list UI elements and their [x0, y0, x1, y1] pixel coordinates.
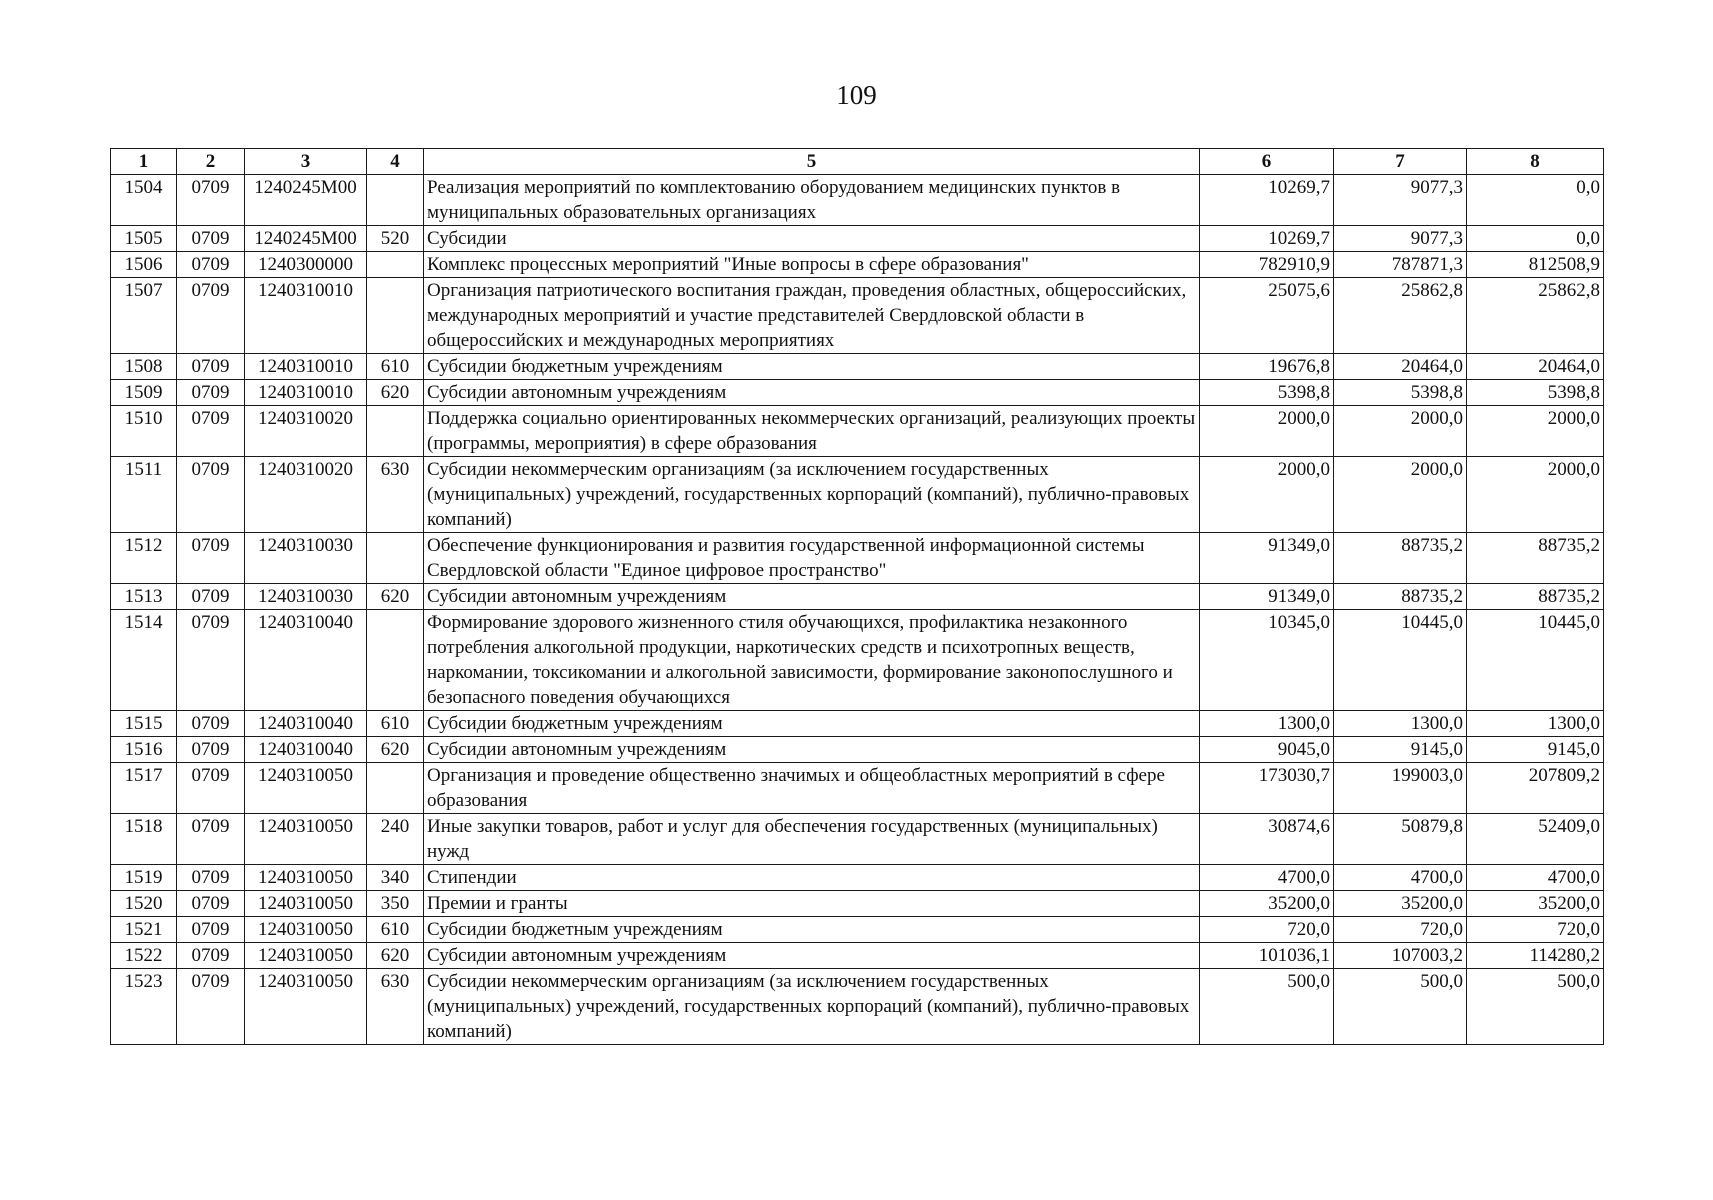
item-name-cell: Стипендии — [424, 865, 1200, 891]
amount-col7-cell: 20464,0 — [1334, 354, 1467, 380]
amount-col7-cell: 88735,2 — [1334, 584, 1467, 610]
table-body — [111, 175, 1604, 1045]
page-number: 109 — [836, 80, 877, 110]
section-code-cell: 0709 — [177, 226, 245, 252]
amount-col7-cell: 107003,2 — [1334, 943, 1467, 969]
item-name-cell: Субсидии автономным учреждениям — [424, 584, 1200, 610]
table-row — [111, 917, 1604, 943]
amount-col6-cell: 720,0 — [1200, 917, 1334, 943]
amount-col7-cell: 35200,0 — [1334, 891, 1467, 917]
expense-type-cell — [367, 533, 424, 584]
expense-type-cell: 620 — [367, 584, 424, 610]
section-code-cell: 0709 — [177, 584, 245, 610]
item-name-cell: Субсидии автономным учреждениям — [424, 380, 1200, 406]
amount-col6-cell: 2000,0 — [1200, 406, 1334, 457]
section-code-cell: 0709 — [177, 380, 245, 406]
item-name-cell: Организация и проведение общественно значимых и общеобластных мероприятий в сфере образования — [424, 763, 1200, 814]
expense-type-cell — [367, 406, 424, 457]
table-row — [111, 226, 1604, 252]
row-number-cell: 1515 — [111, 711, 177, 737]
table-row — [111, 891, 1604, 917]
section-code-cell: 0709 — [177, 891, 245, 917]
target-article-cell: 1240310040 — [245, 737, 367, 763]
row-number-cell: 1506 — [111, 252, 177, 278]
amount-col7-cell: 720,0 — [1334, 917, 1467, 943]
row-number-cell: 1504 — [111, 175, 177, 226]
header-cell: 7 — [1334, 149, 1467, 175]
target-article-cell: 1240310020 — [245, 457, 367, 533]
amount-col7-cell: 10445,0 — [1334, 610, 1467, 711]
amount-col8-cell: 88735,2 — [1467, 584, 1604, 610]
item-name-cell: Реализация мероприятий по комплектованию оборудованием медицинских пунктов в муниципальных образовательных организациях — [424, 175, 1200, 226]
amount-col8-cell: 0,0 — [1467, 226, 1604, 252]
expense-type-cell: 620 — [367, 380, 424, 406]
row-number-cell: 1521 — [111, 917, 177, 943]
row-number-cell: 1517 — [111, 763, 177, 814]
table-row — [111, 943, 1604, 969]
section-code-cell: 0709 — [177, 865, 245, 891]
amount-col6-cell: 10269,7 — [1200, 175, 1334, 226]
expense-type-cell — [367, 252, 424, 278]
item-name-cell: Поддержка социально ориентированных некоммерческих организаций, реализующих проекты (программы, мероприятия) в сфере образования — [424, 406, 1200, 457]
expense-type-cell: 340 — [367, 865, 424, 891]
section-code-cell: 0709 — [177, 763, 245, 814]
table-row — [111, 969, 1604, 1045]
target-article-cell: 1240300000 — [245, 252, 367, 278]
header-cell: 4 — [367, 149, 424, 175]
amount-col7-cell: 9077,3 — [1334, 175, 1467, 226]
budget-table — [110, 148, 1604, 1045]
amount-col8-cell: 114280,2 — [1467, 943, 1604, 969]
section-code-cell: 0709 — [177, 533, 245, 584]
header-row — [111, 149, 1604, 175]
amount-col8-cell: 2000,0 — [1467, 406, 1604, 457]
table-row — [111, 380, 1604, 406]
section-code-cell: 0709 — [177, 406, 245, 457]
item-name-cell: Комплекс процессных мероприятий "Иные вопросы в сфере образования" — [424, 252, 1200, 278]
table-row — [111, 252, 1604, 278]
expense-type-cell: 350 — [367, 891, 424, 917]
section-code-cell: 0709 — [177, 457, 245, 533]
amount-col8-cell: 25862,8 — [1467, 278, 1604, 354]
row-number-cell: 1514 — [111, 610, 177, 711]
row-number-cell: 1509 — [111, 380, 177, 406]
row-number-cell: 1510 — [111, 406, 177, 457]
expense-type-cell: 630 — [367, 457, 424, 533]
amount-col6-cell: 91349,0 — [1200, 584, 1334, 610]
section-code-cell: 0709 — [177, 917, 245, 943]
amount-col8-cell: 720,0 — [1467, 917, 1604, 943]
amount-col7-cell: 25862,8 — [1334, 278, 1467, 354]
expense-type-cell: 610 — [367, 354, 424, 380]
amount-col7-cell: 50879,8 — [1334, 814, 1467, 865]
target-article-cell: 1240310050 — [245, 891, 367, 917]
table-row — [111, 865, 1604, 891]
target-article-cell: 1240245M00 — [245, 226, 367, 252]
table-row — [111, 610, 1604, 711]
amount-col8-cell: 207809,2 — [1467, 763, 1604, 814]
row-number-cell: 1520 — [111, 891, 177, 917]
amount-col7-cell: 2000,0 — [1334, 457, 1467, 533]
expense-type-cell — [367, 278, 424, 354]
table-row — [111, 175, 1604, 226]
amount-col6-cell: 1300,0 — [1200, 711, 1334, 737]
amount-col6-cell: 9045,0 — [1200, 737, 1334, 763]
amount-col8-cell: 10445,0 — [1467, 610, 1604, 711]
expense-type-cell — [367, 763, 424, 814]
section-code-cell: 0709 — [177, 252, 245, 278]
target-article-cell: 1240310050 — [245, 917, 367, 943]
target-article-cell: 1240310010 — [245, 354, 367, 380]
amount-col6-cell: 173030,7 — [1200, 763, 1334, 814]
section-code-cell: 0709 — [177, 943, 245, 969]
amount-col8-cell: 1300,0 — [1467, 711, 1604, 737]
item-name-cell: Субсидии автономным учреждениям — [424, 943, 1200, 969]
table-row — [111, 406, 1604, 457]
target-article-cell: 1240310050 — [245, 969, 367, 1045]
amount-col7-cell: 5398,8 — [1334, 380, 1467, 406]
target-article-cell: 1240310030 — [245, 533, 367, 584]
item-name-cell: Субсидии бюджетным учреждениям — [424, 917, 1200, 943]
header-cell: 1 — [111, 149, 177, 175]
item-name-cell: Обеспечение функционирования и развития государственной информационной системы Свердловской области "Единое цифровое пространство" — [424, 533, 1200, 584]
amount-col7-cell: 4700,0 — [1334, 865, 1467, 891]
amount-col6-cell: 500,0 — [1200, 969, 1334, 1045]
amount-col6-cell: 2000,0 — [1200, 457, 1334, 533]
item-name-cell: Субсидии некоммерческим организациям (за исключением государственных (муниципальных) учреждений, государственных корпораций (компаний), публично-правовых компаний) — [424, 457, 1200, 533]
item-name-cell: Формирование здорового жизненного стиля обучающихся, профилактика незаконного потребления алкогольной продукции, наркотических средств и психотропных веществ, наркомании, токсикомании и алкогольной зависимости, формирование законопослушного и безопасного поведения обучающихся — [424, 610, 1200, 711]
table-row — [111, 354, 1604, 380]
target-article-cell: 1240310050 — [245, 763, 367, 814]
item-name-cell: Иные закупки товаров, работ и услуг для обеспечения государственных (муниципальных) нужд — [424, 814, 1200, 865]
target-article-cell: 1240310050 — [245, 814, 367, 865]
amount-col8-cell: 52409,0 — [1467, 814, 1604, 865]
row-number-cell: 1508 — [111, 354, 177, 380]
item-name-cell: Субсидии бюджетным учреждениям — [424, 354, 1200, 380]
table-row — [111, 584, 1604, 610]
amount-col8-cell: 4700,0 — [1467, 865, 1604, 891]
item-name-cell: Субсидии бюджетным учреждениям — [424, 711, 1200, 737]
section-code-cell: 0709 — [177, 278, 245, 354]
target-article-cell: 1240310040 — [245, 610, 367, 711]
section-code-cell: 0709 — [177, 354, 245, 380]
amount-col8-cell: 35200,0 — [1467, 891, 1604, 917]
amount-col6-cell: 4700,0 — [1200, 865, 1334, 891]
target-article-cell: 1240310040 — [245, 711, 367, 737]
table-row — [111, 763, 1604, 814]
amount-col6-cell: 30874,6 — [1200, 814, 1334, 865]
row-number-cell: 1522 — [111, 943, 177, 969]
table-row — [111, 711, 1604, 737]
row-number-cell: 1523 — [111, 969, 177, 1045]
expense-type-cell: 520 — [367, 226, 424, 252]
row-number-cell: 1507 — [111, 278, 177, 354]
header-cell: 2 — [177, 149, 245, 175]
table-row — [111, 814, 1604, 865]
header-cell: 6 — [1200, 149, 1334, 175]
target-article-cell: 1240245M00 — [245, 175, 367, 226]
amount-col6-cell: 782910,9 — [1200, 252, 1334, 278]
row-number-cell: 1519 — [111, 865, 177, 891]
header-cell: 3 — [245, 149, 367, 175]
item-name-cell: Организация патриотического воспитания граждан, проведения областных, общероссийских, международных мероприятий и участие представителей Свердловской области в общероссийских и международных мероприятиях — [424, 278, 1200, 354]
expense-type-cell: 240 — [367, 814, 424, 865]
amount-col6-cell: 10345,0 — [1200, 610, 1334, 711]
amount-col6-cell: 35200,0 — [1200, 891, 1334, 917]
expense-type-cell — [367, 175, 424, 226]
target-article-cell: 1240310020 — [245, 406, 367, 457]
amount-col7-cell: 500,0 — [1334, 969, 1467, 1045]
amount-col6-cell: 19676,8 — [1200, 354, 1334, 380]
target-article-cell: 1240310010 — [245, 380, 367, 406]
table-row — [111, 278, 1604, 354]
row-number-cell: 1516 — [111, 737, 177, 763]
expense-type-cell — [367, 610, 424, 711]
table-row — [111, 457, 1604, 533]
amount-col8-cell: 88735,2 — [1467, 533, 1604, 584]
item-name-cell: Субсидии некоммерческим организациям (за исключением государственных (муниципальных) учреждений, государственных корпораций (компаний), публично-правовых компаний) — [424, 969, 1200, 1045]
amount-col8-cell: 5398,8 — [1467, 380, 1604, 406]
row-number-cell: 1511 — [111, 457, 177, 533]
amount-col7-cell: 2000,0 — [1334, 406, 1467, 457]
section-code-cell: 0709 — [177, 610, 245, 711]
target-article-cell: 1240310030 — [245, 584, 367, 610]
amount-col7-cell: 88735,2 — [1334, 533, 1467, 584]
row-number-cell: 1518 — [111, 814, 177, 865]
target-article-cell: 1240310050 — [245, 943, 367, 969]
section-code-cell: 0709 — [177, 737, 245, 763]
amount-col6-cell: 25075,6 — [1200, 278, 1334, 354]
section-code-cell: 0709 — [177, 969, 245, 1045]
target-article-cell: 1240310050 — [245, 865, 367, 891]
amount-col6-cell: 91349,0 — [1200, 533, 1334, 584]
amount-col6-cell: 101036,1 — [1200, 943, 1334, 969]
section-code-cell: 0709 — [177, 711, 245, 737]
item-name-cell: Субсидии автономным учреждениям — [424, 737, 1200, 763]
amount-col8-cell: 2000,0 — [1467, 457, 1604, 533]
item-name-cell: Субсидии — [424, 226, 1200, 252]
amount-col7-cell: 199003,0 — [1334, 763, 1467, 814]
section-code-cell: 0709 — [177, 814, 245, 865]
expense-type-cell: 610 — [367, 917, 424, 943]
amount-col8-cell: 9145,0 — [1467, 737, 1604, 763]
target-article-cell: 1240310010 — [245, 278, 367, 354]
amount-col6-cell: 5398,8 — [1200, 380, 1334, 406]
header-cell: 5 — [424, 149, 1200, 175]
row-number-cell: 1513 — [111, 584, 177, 610]
expense-type-cell: 630 — [367, 969, 424, 1045]
amount-col8-cell: 0,0 — [1467, 175, 1604, 226]
amount-col8-cell: 500,0 — [1467, 969, 1604, 1045]
table-row — [111, 533, 1604, 584]
expense-type-cell: 620 — [367, 737, 424, 763]
section-code-cell: 0709 — [177, 175, 245, 226]
amount-col7-cell: 9145,0 — [1334, 737, 1467, 763]
item-name-cell: Премии и гранты — [424, 891, 1200, 917]
expense-type-cell: 610 — [367, 711, 424, 737]
row-number-cell: 1505 — [111, 226, 177, 252]
header-cell: 8 — [1467, 149, 1604, 175]
amount-col7-cell: 9077,3 — [1334, 226, 1467, 252]
table-row — [111, 737, 1604, 763]
amount-col6-cell: 10269,7 — [1200, 226, 1334, 252]
expense-type-cell: 620 — [367, 943, 424, 969]
amount-col7-cell: 1300,0 — [1334, 711, 1467, 737]
row-number-cell: 1512 — [111, 533, 177, 584]
amount-col8-cell: 812508,9 — [1467, 252, 1604, 278]
amount-col7-cell: 787871,3 — [1334, 252, 1467, 278]
amount-col8-cell: 20464,0 — [1467, 354, 1604, 380]
